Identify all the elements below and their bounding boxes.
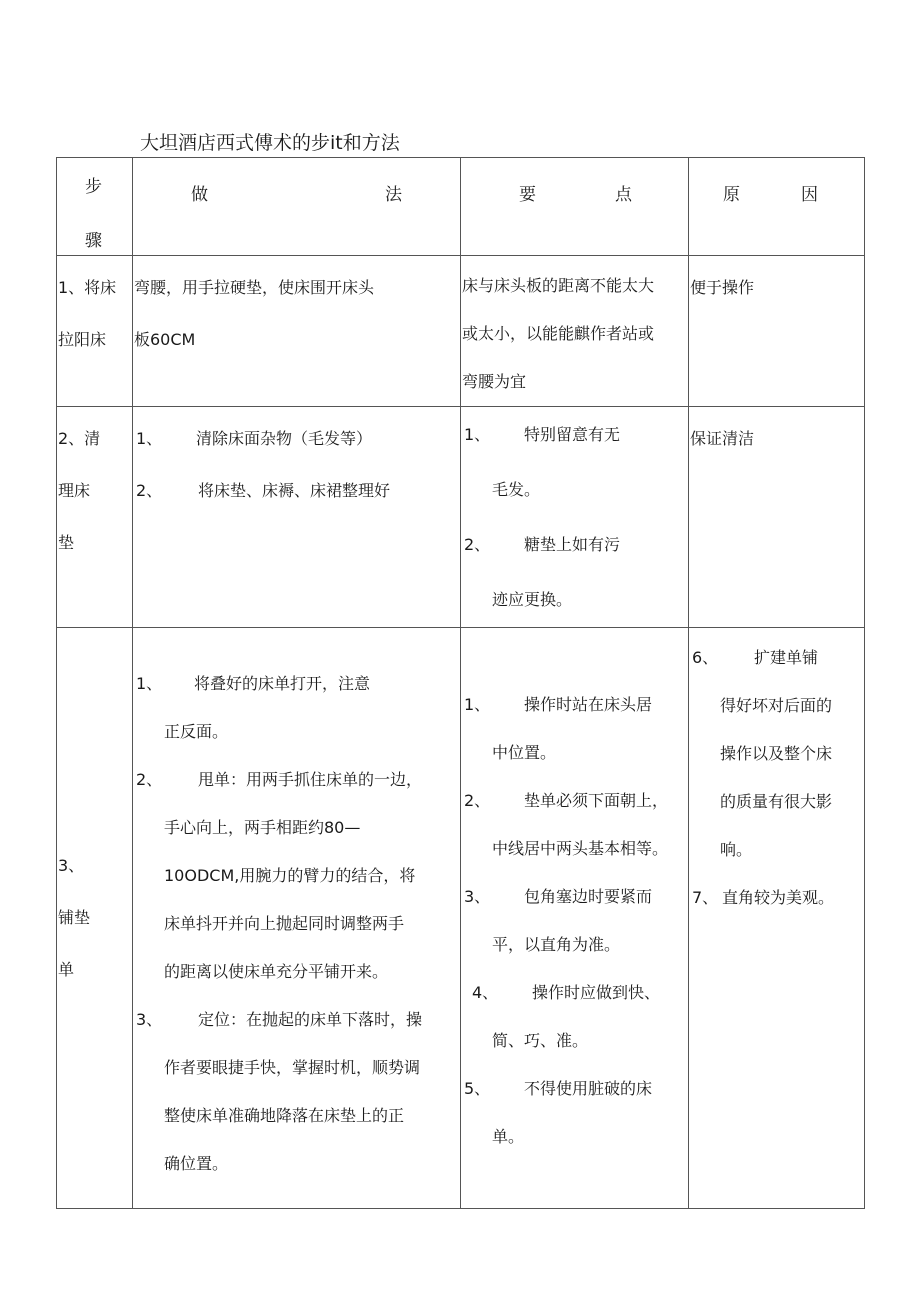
header-step-char-2: 骤: [85, 231, 102, 251]
item-text: 中线居中两头基本相等。: [492, 839, 669, 858]
method-item: [134, 413, 460, 465]
item-number: 7、: [692, 888, 719, 907]
item-text: 操作以及整个床: [720, 744, 833, 763]
item-text: 扩建单铺: [754, 648, 819, 667]
header-method: [133, 158, 461, 256]
item-text: 平，以直角为准。: [492, 935, 621, 954]
item-text: 整使床单准确地降落在床垫上的正: [164, 1106, 405, 1125]
item-number: 5、: [464, 1079, 491, 1098]
item-text: 将床垫、床褥、床裙整理好: [198, 481, 391, 500]
item-number: 2、: [464, 535, 491, 554]
header-point-char-1: 要: [519, 185, 536, 205]
item-number: 2、: [136, 481, 163, 500]
method-cell: [133, 628, 461, 1209]
item-text: 将叠好的床单打开，注意: [194, 674, 371, 693]
point-line: 床与床头板的距离不能太大: [462, 276, 655, 295]
item-number: 6、: [692, 648, 719, 667]
item-text: 糖垫上如有污: [524, 535, 621, 554]
procedure-table: [56, 157, 865, 1209]
point-item: [462, 407, 688, 462]
item-text: 10ODCM,用腕力的臂力的结合，将: [164, 866, 416, 885]
item-number: 3、: [136, 1010, 163, 1029]
item-text: 确位置。: [164, 1154, 229, 1173]
point-item: [462, 873, 688, 921]
method-item: [134, 465, 460, 517]
reason-cell: [689, 407, 865, 628]
table-row: [57, 256, 865, 407]
step-line: 铺垫: [58, 908, 91, 927]
reason-line: 保证清洁: [690, 429, 755, 448]
method-item: [134, 756, 460, 804]
point-item: [462, 681, 688, 729]
header-point: [461, 158, 689, 256]
item-text: 的质量有很大影: [720, 792, 833, 811]
method-item: [134, 660, 460, 708]
item-text: 简、巧、准。: [492, 1031, 589, 1050]
table-row: [57, 407, 865, 628]
method-line: 弯腰，用手拉硬垫，使床围开床头: [134, 278, 375, 297]
item-number: 2、: [136, 770, 163, 789]
item-text: 操作时应做到快、: [532, 983, 661, 1002]
point-cell: [461, 256, 689, 407]
step-line: 1、将床: [58, 278, 117, 297]
item-number: 4、: [472, 983, 499, 1002]
method-item: [134, 996, 460, 1044]
item-number: 3、: [464, 887, 491, 906]
header-method-char-1: 做: [191, 185, 208, 205]
method-cell: [133, 256, 461, 407]
item-text: 垫单必须下面朝上，: [524, 791, 669, 810]
item-text: 的距离以使床单充分平铺开来。: [164, 962, 389, 981]
reason-line: 便于操作: [690, 278, 755, 297]
item-number: 1、: [464, 425, 491, 444]
step-cell: [57, 256, 133, 407]
reason-item: [690, 874, 864, 922]
step-line: 垫: [58, 533, 75, 552]
item-text: 床单抖开并向上抛起同时调整两手: [164, 914, 405, 933]
header-reason-char-2: 因: [801, 185, 818, 205]
header-method-char-2: 法: [385, 185, 402, 205]
point-cell: [461, 407, 689, 628]
table-row: [57, 628, 865, 1209]
document-title: 大坦酒店西式傅术的步it和方法: [140, 132, 400, 154]
point-item: [462, 517, 688, 572]
item-text: 操作时站在床头居: [524, 695, 653, 714]
item-text: 作者要眼捷手快，掌握时机，顺势调: [164, 1058, 421, 1077]
point-item: [462, 777, 688, 825]
item-text: 正反面。: [164, 722, 229, 741]
item-text: 清除床面杂物（毛发等）: [196, 429, 373, 448]
item-number: 1、: [464, 695, 491, 714]
table-header-row: [57, 158, 865, 256]
point-line: 或太小，以能能麒作者站或: [462, 324, 655, 343]
point-item: [462, 1065, 688, 1113]
method-cell: [133, 407, 461, 628]
header-reason: [689, 158, 865, 256]
item-text: 特别留意有无: [524, 425, 621, 444]
item-number: 1、: [136, 429, 163, 448]
item-text: 手心向上，两手相距约80—: [164, 818, 361, 837]
step-line: 2、清: [58, 429, 101, 448]
point-item: [462, 969, 688, 1017]
header-point-char-2: 点: [615, 185, 632, 205]
item-text: 直角较为美观。: [722, 888, 835, 907]
item-text: 包角塞边时要紧而: [524, 887, 653, 906]
method-line: 板60CM: [134, 330, 196, 349]
header-step-char-1: 步: [85, 177, 102, 197]
item-text: 响。: [720, 840, 753, 859]
item-text: 中位置。: [492, 743, 557, 762]
step-cell: [57, 407, 133, 628]
step-line: 理床: [58, 481, 91, 500]
item-text: 甩单：用两手抓住床单的一边，: [198, 770, 423, 789]
point-cell: [461, 628, 689, 1209]
step-line: 3、: [58, 856, 85, 875]
item-text: 迹应更换。: [492, 590, 573, 609]
reason-cell: [689, 628, 865, 1209]
header-step: [57, 158, 133, 256]
step-cell: [57, 628, 133, 1209]
reason-item: [690, 634, 864, 682]
item-text: 单。: [492, 1127, 525, 1146]
item-number: 2、: [464, 791, 491, 810]
item-text: 不得使用脏破的床: [524, 1079, 653, 1098]
item-text: 毛发。: [492, 480, 541, 499]
header-reason-char-1: 原: [723, 185, 740, 205]
point-line: 弯腰为宜: [462, 372, 527, 391]
step-line: 单: [58, 960, 75, 979]
step-line: 拉阳床: [58, 330, 107, 349]
item-number: 1、: [136, 674, 163, 693]
reason-cell: [689, 256, 865, 407]
item-text: 得好坏对后面的: [720, 696, 833, 715]
item-text: 定位：在抛起的床单下落时，操: [198, 1010, 423, 1029]
